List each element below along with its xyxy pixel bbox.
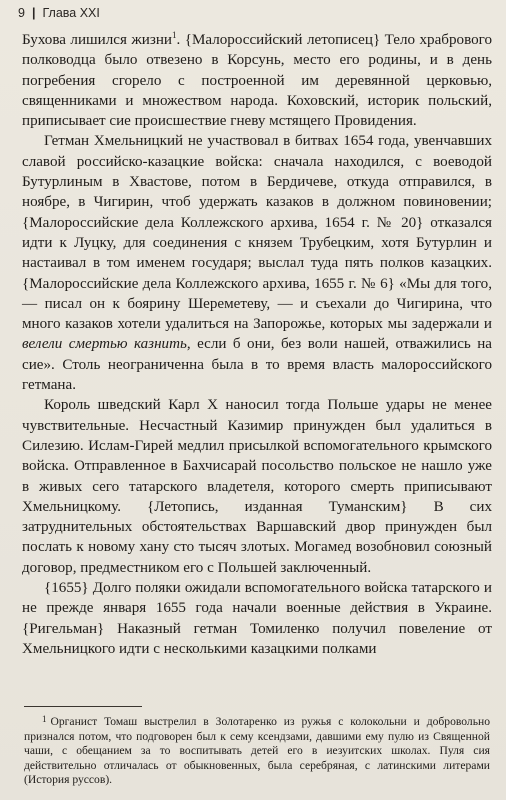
paragraph — [22, 578, 492, 659]
header-separator: | — [31, 6, 36, 20]
footnote-divider — [24, 706, 142, 707]
paragraph — [22, 131, 492, 395]
paragraph-text: Король шведский Карл X наносил тогда Польше удары не менее чувствительные. Несчастный Казимир принужден был удалиться в Силезию. Ислам-Гирей медлил присылкой вспомогательного крымского войска. Отправленное в Бахчисарай посольство польское не нашло уже в живых сего татарского владетеля, которого смерть приписывают Хмельницкому. {Летопись, изданная Туманским} В сих затруднительных обстоятельствах Варшавский двор принужден был послать к новому хану сто тысяч злотых. Могамед возобновил союзный договор, предместником его с Польшей заключенный. — [22, 397, 492, 576]
footnote-text: Органист Томаш выстрелил в Золотаренко из ружья с колокольни и добровольно признался потом, что подговорен был к сему ксендзами, давшими ему пулю из Священной чаши, с обещанием за то воспитывать детей его в иезуитских школах. Пуля сия действительно отличалась от обыкновенных, была серебряная, с латинскими литерами (История руссов). — [24, 715, 490, 787]
paragraph-text: . {Малороссийский летописец} Тело храбрового полководца было отвезено в Корсунь, место его родины, и в день погребения сгорело с построенной им деревянной церковью, священниками и множеством народа. Коховский, историк польский, приписывает сие происшествие гневу мстящего Провидения. — [22, 32, 493, 130]
chapter-title: Глава XXI — [42, 6, 100, 20]
paragraph — [22, 30, 492, 131]
paragraph — [22, 395, 492, 578]
main-text — [22, 30, 492, 659]
running-header — [18, 6, 100, 20]
footnote-number: 1 — [42, 714, 47, 724]
italic-quote: велели смертью казнить — [22, 336, 187, 353]
footnote — [24, 712, 490, 788]
page-number: 9 — [18, 6, 25, 20]
paragraph-text: , если б они, без воли нашей, отважились на сие». Столь неограниченна была в то время власть малороссийского гетмана. — [22, 336, 492, 394]
paragraph-text: Бухова лишился жизни — [22, 32, 172, 48]
footnote-ref[interactable]: 1 — [172, 29, 177, 40]
paragraph-text: {1655} Долго поляки ожидали вспомогательного войска татарского и не прежде января 1655 года начали военные действия в Украине. {Ригельман} Наказный гетман Томиленко получил повеление от Хмельницкого идти с несколькими казацкими полками — [22, 580, 492, 657]
paragraph-text: Гетман Хмельницкий не участвовал в битвах 1654 года, увенчавших славой российско-казацкие войска: сначала находился, с воеводой Бутурлиным в Хвастове, потом в Бердичеве, откуда отправился, в ноябре, в Чигирин, чтоб удержать казаков в должном повиновении; {Малороссийские дела Коллежского архива, 1654 г. № 20} отказался идти к Луцку, для соединения с князем Трубецким, хотя Бутурлин и настаивал в том именем государя; выслал туда пять полков казацких. {Малороссийские дела Коллежского архива, 1655 г. № 6} «Мы для того, — писал он к боярину Шереметеву, — и съехали до Чигирина, что много казаков хотели удалиться на Запорожье, которых мы задержали и — [22, 133, 492, 333]
